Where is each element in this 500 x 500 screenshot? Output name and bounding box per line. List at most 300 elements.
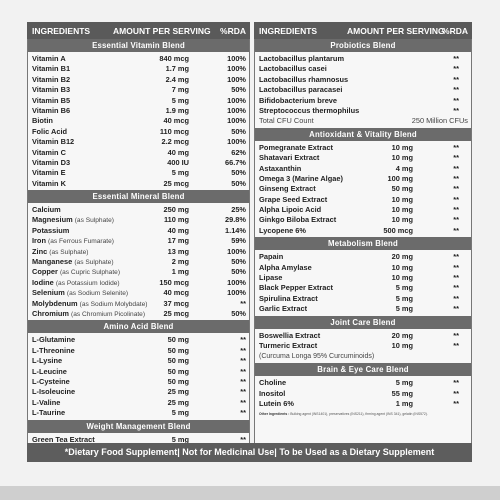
- table-header-left: [27, 22, 250, 39]
- ingredient-name: [32, 408, 65, 418]
- rda-value: 50%: [231, 126, 246, 136]
- amount-value: 5 mg: [171, 408, 189, 418]
- amount-value: 25 mcg: [163, 308, 189, 318]
- amount-value: 110 mcg: [159, 126, 189, 136]
- total-label: Total CFU Count: [259, 116, 314, 126]
- blend-rows: [255, 52, 471, 128]
- ingredient-name: [32, 435, 95, 444]
- amount-value: 7 mg: [171, 85, 189, 95]
- ingredient-label: L-Taurine: [32, 408, 66, 418]
- ingredient-label: Molybdenum: [32, 298, 78, 308]
- table-row: [255, 331, 471, 341]
- ingredient-name: [32, 85, 70, 95]
- table-row: [28, 85, 249, 95]
- amount-value: 55 mg: [391, 388, 413, 398]
- table-row: [28, 278, 249, 288]
- amount-value: 840 mcg: [159, 54, 189, 63]
- amount-value: 100 mg: [387, 173, 413, 183]
- amount-value: 10 mg: [391, 142, 413, 152]
- rda-value: **: [453, 95, 459, 105]
- header-rda: %RDA: [442, 25, 468, 36]
- blend-rows: [255, 141, 471, 238]
- amount-value: 40 mg: [167, 225, 189, 235]
- ingredient-label: Ginkgo Biloba Extract: [259, 215, 337, 225]
- amount-value: 40 mg: [167, 147, 189, 157]
- table-row: [255, 96, 471, 106]
- ingredient-name: [259, 215, 336, 225]
- blend-title: Amino Acid Blend: [28, 320, 249, 333]
- ingredient-label: Magnesium: [32, 215, 73, 225]
- ingredient-name: [259, 331, 320, 341]
- header-ingredients: INGREDIENTS: [32, 25, 91, 36]
- rda-value: 100%: [227, 277, 246, 287]
- rda-value: **: [240, 387, 246, 397]
- table-header-right: [254, 22, 472, 39]
- ingredient-name: [32, 226, 69, 236]
- amount-value: 10 mg: [391, 194, 413, 204]
- ingredient-label: Zinc: [32, 246, 48, 256]
- rda-value: **: [240, 376, 246, 386]
- table-row: [255, 294, 471, 304]
- ingredient-label: Vitamin D3: [32, 157, 71, 167]
- rda-value: **: [453, 273, 459, 283]
- amount-value: 10 mg: [391, 273, 413, 283]
- ingredient-source: (as Cupric Sulphate): [59, 269, 121, 277]
- amount-value: 2 mg: [171, 257, 189, 267]
- rda-value: 100%: [227, 74, 246, 84]
- ingredient-label: Lactobacillus rhamnosus: [259, 74, 349, 84]
- ingredient-label: Selenium: [32, 288, 65, 298]
- table-row: [255, 195, 471, 205]
- table-row: [255, 304, 471, 314]
- rda-value: **: [240, 356, 246, 366]
- ingredient-source: (as Sodium Selenite): [66, 290, 129, 298]
- table-row: [28, 168, 249, 178]
- table-row: [255, 54, 471, 64]
- amount-value: 5 mg: [171, 95, 189, 105]
- rda-value: **: [453, 184, 459, 194]
- amount-value: 1 mg: [171, 267, 189, 277]
- ingredient-name: [32, 168, 66, 178]
- ingredient-label: Vitamin A: [32, 54, 66, 63]
- table-row: [28, 106, 249, 116]
- amount-value: 400 IU: [167, 157, 189, 167]
- amount-value: 50 mg: [167, 345, 189, 355]
- ingredient-label: Black Pepper Extract: [259, 283, 333, 293]
- amount-value: 2.4 mg: [165, 74, 189, 84]
- ingredient-label: Iron: [32, 236, 46, 246]
- table-row: [28, 267, 249, 277]
- amount-value: 25 mcg: [163, 178, 189, 188]
- table-row: [255, 341, 471, 351]
- ingredient-label: L-Glutamine: [32, 335, 76, 345]
- amount-value: 40 mcg: [163, 116, 189, 126]
- table-row: [28, 205, 249, 215]
- rda-value: **: [453, 163, 459, 173]
- blend-title: Essential Vitamin Blend: [28, 39, 249, 52]
- table-row: [255, 143, 471, 153]
- table-row: [255, 75, 471, 85]
- ingredient-label: Bifidobacterium breve: [259, 95, 338, 105]
- table-row: [28, 148, 249, 158]
- header-amount: AMOUNT PER SERVING: [347, 25, 445, 36]
- ingredient-label: Astaxanthin: [259, 163, 302, 173]
- table-row: [28, 288, 249, 298]
- rda-value: 66.7%: [225, 157, 246, 167]
- blend-rows: [255, 329, 471, 364]
- ingredient-name: [32, 127, 67, 137]
- rda-value: **: [453, 215, 459, 225]
- ingredient-label: Vitamin E: [32, 168, 66, 178]
- rda-value: **: [240, 298, 246, 308]
- table-row: [28, 257, 249, 267]
- rda-value: **: [240, 397, 246, 407]
- rda-value: **: [240, 408, 246, 418]
- rda-value: 29.8%: [225, 215, 246, 225]
- header-rda: %RDA: [220, 25, 246, 36]
- amount-value: 10 mg: [391, 153, 413, 163]
- rda-value: 1.14%: [225, 225, 246, 235]
- ingredient-name: [32, 96, 70, 106]
- ingredient-name: [32, 205, 61, 215]
- rda-value: **: [453, 205, 459, 215]
- ingredient-name: [32, 75, 70, 85]
- rda-value: **: [453, 173, 459, 183]
- ingredient-name: [32, 367, 67, 377]
- ingredient-name: [32, 148, 66, 158]
- ingredient-name: [259, 205, 321, 215]
- rda-value: **: [453, 252, 459, 262]
- blend-title: Weight Management Blend: [28, 420, 249, 433]
- rda-value: **: [453, 225, 459, 235]
- ingredient-label: Vitamin K: [32, 178, 66, 188]
- ingredient-label: Shatavari Extract: [259, 153, 320, 163]
- amount-value: 10 mg: [391, 215, 413, 225]
- ingredient-label: Lipase: [259, 273, 283, 283]
- rda-value: **: [240, 335, 246, 345]
- table-row: [28, 116, 249, 126]
- ingredient-label: L-Valine: [32, 397, 61, 407]
- ingredient-name: [32, 116, 53, 126]
- ingredient-label: Vitamin B6: [32, 105, 71, 115]
- table-row: [255, 174, 471, 184]
- other-ingredients-note: [255, 410, 471, 418]
- table-row: [28, 247, 249, 257]
- table-row: [255, 226, 471, 236]
- ingredient-name: [259, 64, 327, 74]
- ingredient-label: Vitamin C: [32, 147, 66, 157]
- table-row: [255, 399, 471, 409]
- amount-value: 5 mg: [171, 168, 189, 178]
- rda-value: 100%: [227, 288, 246, 298]
- rda-value: **: [453, 105, 459, 115]
- ingredient-label: Chromium: [32, 308, 69, 318]
- ingredient-label: Folic Acid: [32, 126, 68, 136]
- ingredient-label: Lycopene 6%: [259, 225, 306, 235]
- ingredient-name: [259, 143, 333, 153]
- rda-value: **: [453, 64, 459, 74]
- table-row: [28, 346, 249, 356]
- other-ingredients-label: Other Ingredients :: [259, 411, 290, 416]
- rda-value: 62%: [231, 147, 246, 157]
- ingredient-label: Iodine: [32, 277, 54, 287]
- amount-value: 50 mg: [167, 376, 189, 386]
- ingredient-name: [32, 179, 66, 189]
- ingredient-label: L-Leucine: [32, 366, 67, 376]
- amount-value: 2.2 mcg: [161, 137, 189, 147]
- rda-value: 100%: [227, 246, 246, 256]
- ingredient-name: [259, 195, 327, 205]
- ingredient-name: [32, 335, 75, 345]
- ingredient-name: [259, 164, 301, 174]
- ingredient-name: [32, 137, 74, 147]
- ingredient-label: Turmeric Extract: [259, 340, 318, 350]
- ingredient-name: [259, 294, 318, 304]
- table-row: [28, 387, 249, 397]
- rda-value: **: [453, 153, 459, 163]
- table-row: [255, 378, 471, 388]
- rda-value: **: [240, 345, 246, 355]
- ingredient-source: (as Potassium Iodide): [55, 279, 120, 287]
- ingredient-name: [32, 356, 62, 366]
- rda-value: **: [453, 54, 459, 63]
- rda-value: 25%: [231, 205, 246, 215]
- rda-value: **: [453, 85, 459, 95]
- amount-value: 250 mg: [163, 205, 189, 215]
- ingredient-label: Lactobacillus paracasei: [259, 85, 343, 95]
- ingredient-source: (as Sulphate): [49, 248, 89, 256]
- ingredient-label: Streptococcus thermophilus: [259, 105, 360, 115]
- amount-value: 20 mg: [391, 330, 413, 340]
- total-cfu-row: [255, 116, 471, 126]
- ingredient-label: Green Tea Extract: [32, 434, 95, 443]
- ingredient-name: [259, 85, 342, 95]
- table-row: [28, 377, 249, 387]
- ingredient-label: Alpha Lipoic Acid: [259, 205, 322, 215]
- ingredient-label: Vitamin B1: [32, 64, 71, 74]
- ingredient-name: [32, 398, 60, 408]
- ingredient-name: [32, 387, 75, 397]
- ingredient-label: Garlic Extract: [259, 304, 308, 314]
- rda-value: **: [453, 304, 459, 314]
- table-row: [28, 367, 249, 377]
- rda-value: 59%: [231, 236, 246, 246]
- ingredient-name: [259, 153, 319, 163]
- rda-value: 50%: [231, 267, 246, 277]
- bottom-strip: [0, 486, 500, 500]
- ingredient-name: [32, 158, 70, 168]
- ingredient-label: Lutein 6%: [259, 399, 294, 409]
- ingredient-name: [32, 346, 75, 356]
- table-row: [28, 215, 249, 225]
- ingredient-name: [32, 377, 70, 387]
- rda-value: **: [240, 434, 246, 443]
- rda-value: **: [453, 142, 459, 152]
- ingredient-source: (as Sodium Molybdate): [79, 300, 148, 308]
- ingredient-name: [32, 64, 70, 74]
- amount-value: 25 mg: [167, 387, 189, 397]
- ingredient-label: Biotin: [32, 116, 53, 126]
- blend-title: Joint Care Blend: [255, 316, 471, 329]
- rda-value: 50%: [231, 178, 246, 188]
- ingredient-label: Calcium: [32, 205, 61, 215]
- blend-note: (Curcuma Longa 95% Curcuminoids): [259, 353, 375, 361]
- rda-value: **: [240, 366, 246, 376]
- ingredient-name: [259, 75, 348, 85]
- left-column: [27, 39, 250, 443]
- rda-value: 100%: [227, 116, 246, 126]
- ingredient-label: L-Isoleucine: [32, 387, 76, 397]
- table-row: [28, 158, 249, 168]
- table-row: [255, 85, 471, 95]
- amount-value: 5 mg: [395, 378, 413, 388]
- table-row: [28, 137, 249, 147]
- blend-title: Essential Mineral Blend: [28, 190, 249, 203]
- amount-value: 20 mg: [391, 252, 413, 262]
- rda-value: **: [453, 283, 459, 293]
- ingredient-name: [259, 283, 333, 293]
- rda-value: 50%: [231, 257, 246, 267]
- table-row: [28, 299, 249, 309]
- ingredient-label: Ginseng Extract: [259, 184, 316, 194]
- rda-value: 50%: [231, 168, 246, 178]
- amount-value: 1 mg: [395, 399, 413, 409]
- ingredient-name: [32, 54, 66, 64]
- table-row: [255, 106, 471, 116]
- rda-value: **: [453, 262, 459, 272]
- ingredient-label: Manganese: [32, 257, 73, 267]
- ingredient-label: Vitamin B2: [32, 74, 71, 84]
- rda-value: 100%: [227, 95, 246, 105]
- ingredient-name: [259, 106, 359, 116]
- amount-value: 5 mg: [395, 293, 413, 303]
- amount-value: 50 mg: [167, 335, 189, 345]
- table-row: [255, 205, 471, 215]
- table-row: [28, 226, 249, 236]
- ingredient-label: L-Threonine: [32, 345, 75, 355]
- ingredient-name: [32, 106, 70, 116]
- ingredient-name: [259, 54, 344, 64]
- amount-value: 110 mg: [163, 215, 189, 225]
- table-row: [255, 215, 471, 225]
- ingredient-name: [259, 304, 307, 314]
- blend-title: Antioxidant & Vitality Blend: [255, 128, 471, 141]
- table-row: [255, 389, 471, 399]
- total-value: 250 Million CFUs: [411, 116, 468, 126]
- ingredient-name: [259, 273, 282, 283]
- ingredient-label: L-Cysteine: [32, 376, 70, 386]
- ingredient-name: [259, 184, 316, 194]
- amount-value: 37 mcg: [163, 298, 189, 308]
- ingredient-label: Vitamin B3: [32, 85, 71, 95]
- ingredient-source: (as Chromium Picolinate): [71, 310, 146, 318]
- rda-value: **: [453, 378, 459, 388]
- ingredient-label: Potassium: [32, 225, 70, 235]
- amount-value: 4 mg: [395, 163, 413, 173]
- ingredient-label: Choline: [259, 378, 287, 388]
- amount-value: 1.7 mg: [165, 64, 189, 74]
- ingredient-label: Grape Seed Extract: [259, 194, 328, 204]
- table-row: [255, 263, 471, 273]
- rda-value: 50%: [231, 308, 246, 318]
- rda-value: 100%: [227, 64, 246, 74]
- table-row: [28, 64, 249, 74]
- ingredient-name: [259, 226, 306, 236]
- amount-value: 50 mg: [391, 184, 413, 194]
- ingredient-label: Vitamin B5: [32, 95, 71, 105]
- table-row: [28, 179, 249, 189]
- amount-value: 50 mg: [167, 356, 189, 366]
- table-row: [28, 356, 249, 366]
- table-row: [28, 75, 249, 85]
- amount-value: 13 mg: [167, 246, 189, 256]
- amount-value: 5 mg: [395, 283, 413, 293]
- header-amount: AMOUNT PER SERVING: [113, 25, 211, 36]
- ingredient-name: [259, 378, 286, 388]
- rda-value: **: [453, 293, 459, 303]
- ingredient-source: (as Ferrous Fumarate): [48, 238, 114, 246]
- amount-value: 5 mg: [395, 304, 413, 314]
- amount-value: 25 mg: [167, 397, 189, 407]
- blend-rows: [28, 52, 249, 190]
- amount-value: 10 mg: [391, 340, 413, 350]
- table-row: [28, 335, 249, 345]
- ingredient-label: Omega 3 (Marine Algae): [259, 173, 343, 183]
- amount-value: 10 mg: [391, 262, 413, 272]
- table-row: [28, 435, 249, 444]
- blend-title: Brain & Eye Care Blend: [255, 363, 471, 376]
- ingredient-label: Lactobacillus plantarum: [259, 54, 345, 63]
- blend-title: Metabolism Blend: [255, 237, 471, 250]
- amount-value: 40 mcg: [163, 288, 189, 298]
- rda-value: **: [453, 74, 459, 84]
- table-row: [28, 408, 249, 418]
- table-row: [255, 252, 471, 262]
- blend-rows: [28, 333, 249, 419]
- rda-value: 100%: [227, 54, 246, 63]
- ingredient-source: (as Sulphate): [74, 259, 114, 267]
- blend-title: Probiotics Blend: [255, 39, 471, 52]
- ingredient-label: Alpha Amylase: [259, 262, 312, 272]
- ingredient-label: L-Lysine: [32, 356, 63, 366]
- table-row: [28, 96, 249, 106]
- blend-rows: [28, 433, 249, 444]
- ingredient-label: Papain: [259, 252, 284, 262]
- ingredient-label: Lactobacillus casei: [259, 64, 327, 74]
- amount-value: 5 mg: [171, 434, 189, 443]
- table-row: [28, 54, 249, 64]
- table-row: [255, 164, 471, 174]
- rda-value: **: [453, 388, 459, 398]
- disclaimer-bar: *Dietary Food Supplement| Not for Medicinal Use| To be Used as a Dietary Supplement: [27, 443, 472, 462]
- blend-rows: [28, 203, 249, 320]
- rda-value: 100%: [227, 137, 246, 147]
- table-row: [28, 309, 249, 319]
- ingredient-label: Pomegranate Extract: [259, 142, 333, 152]
- rda-value: **: [453, 330, 459, 340]
- blend-rows: [255, 376, 471, 419]
- ingredient-source: (as Sulphate): [74, 217, 114, 225]
- rda-value: **: [453, 340, 459, 350]
- amount-value: 1.9 mg: [165, 105, 189, 115]
- table-row: [28, 236, 249, 246]
- table-row: [255, 153, 471, 163]
- table-row: [28, 127, 249, 137]
- table-row: [255, 64, 471, 74]
- rda-value: 50%: [231, 85, 246, 95]
- rda-value: **: [453, 399, 459, 409]
- table-row: [28, 398, 249, 408]
